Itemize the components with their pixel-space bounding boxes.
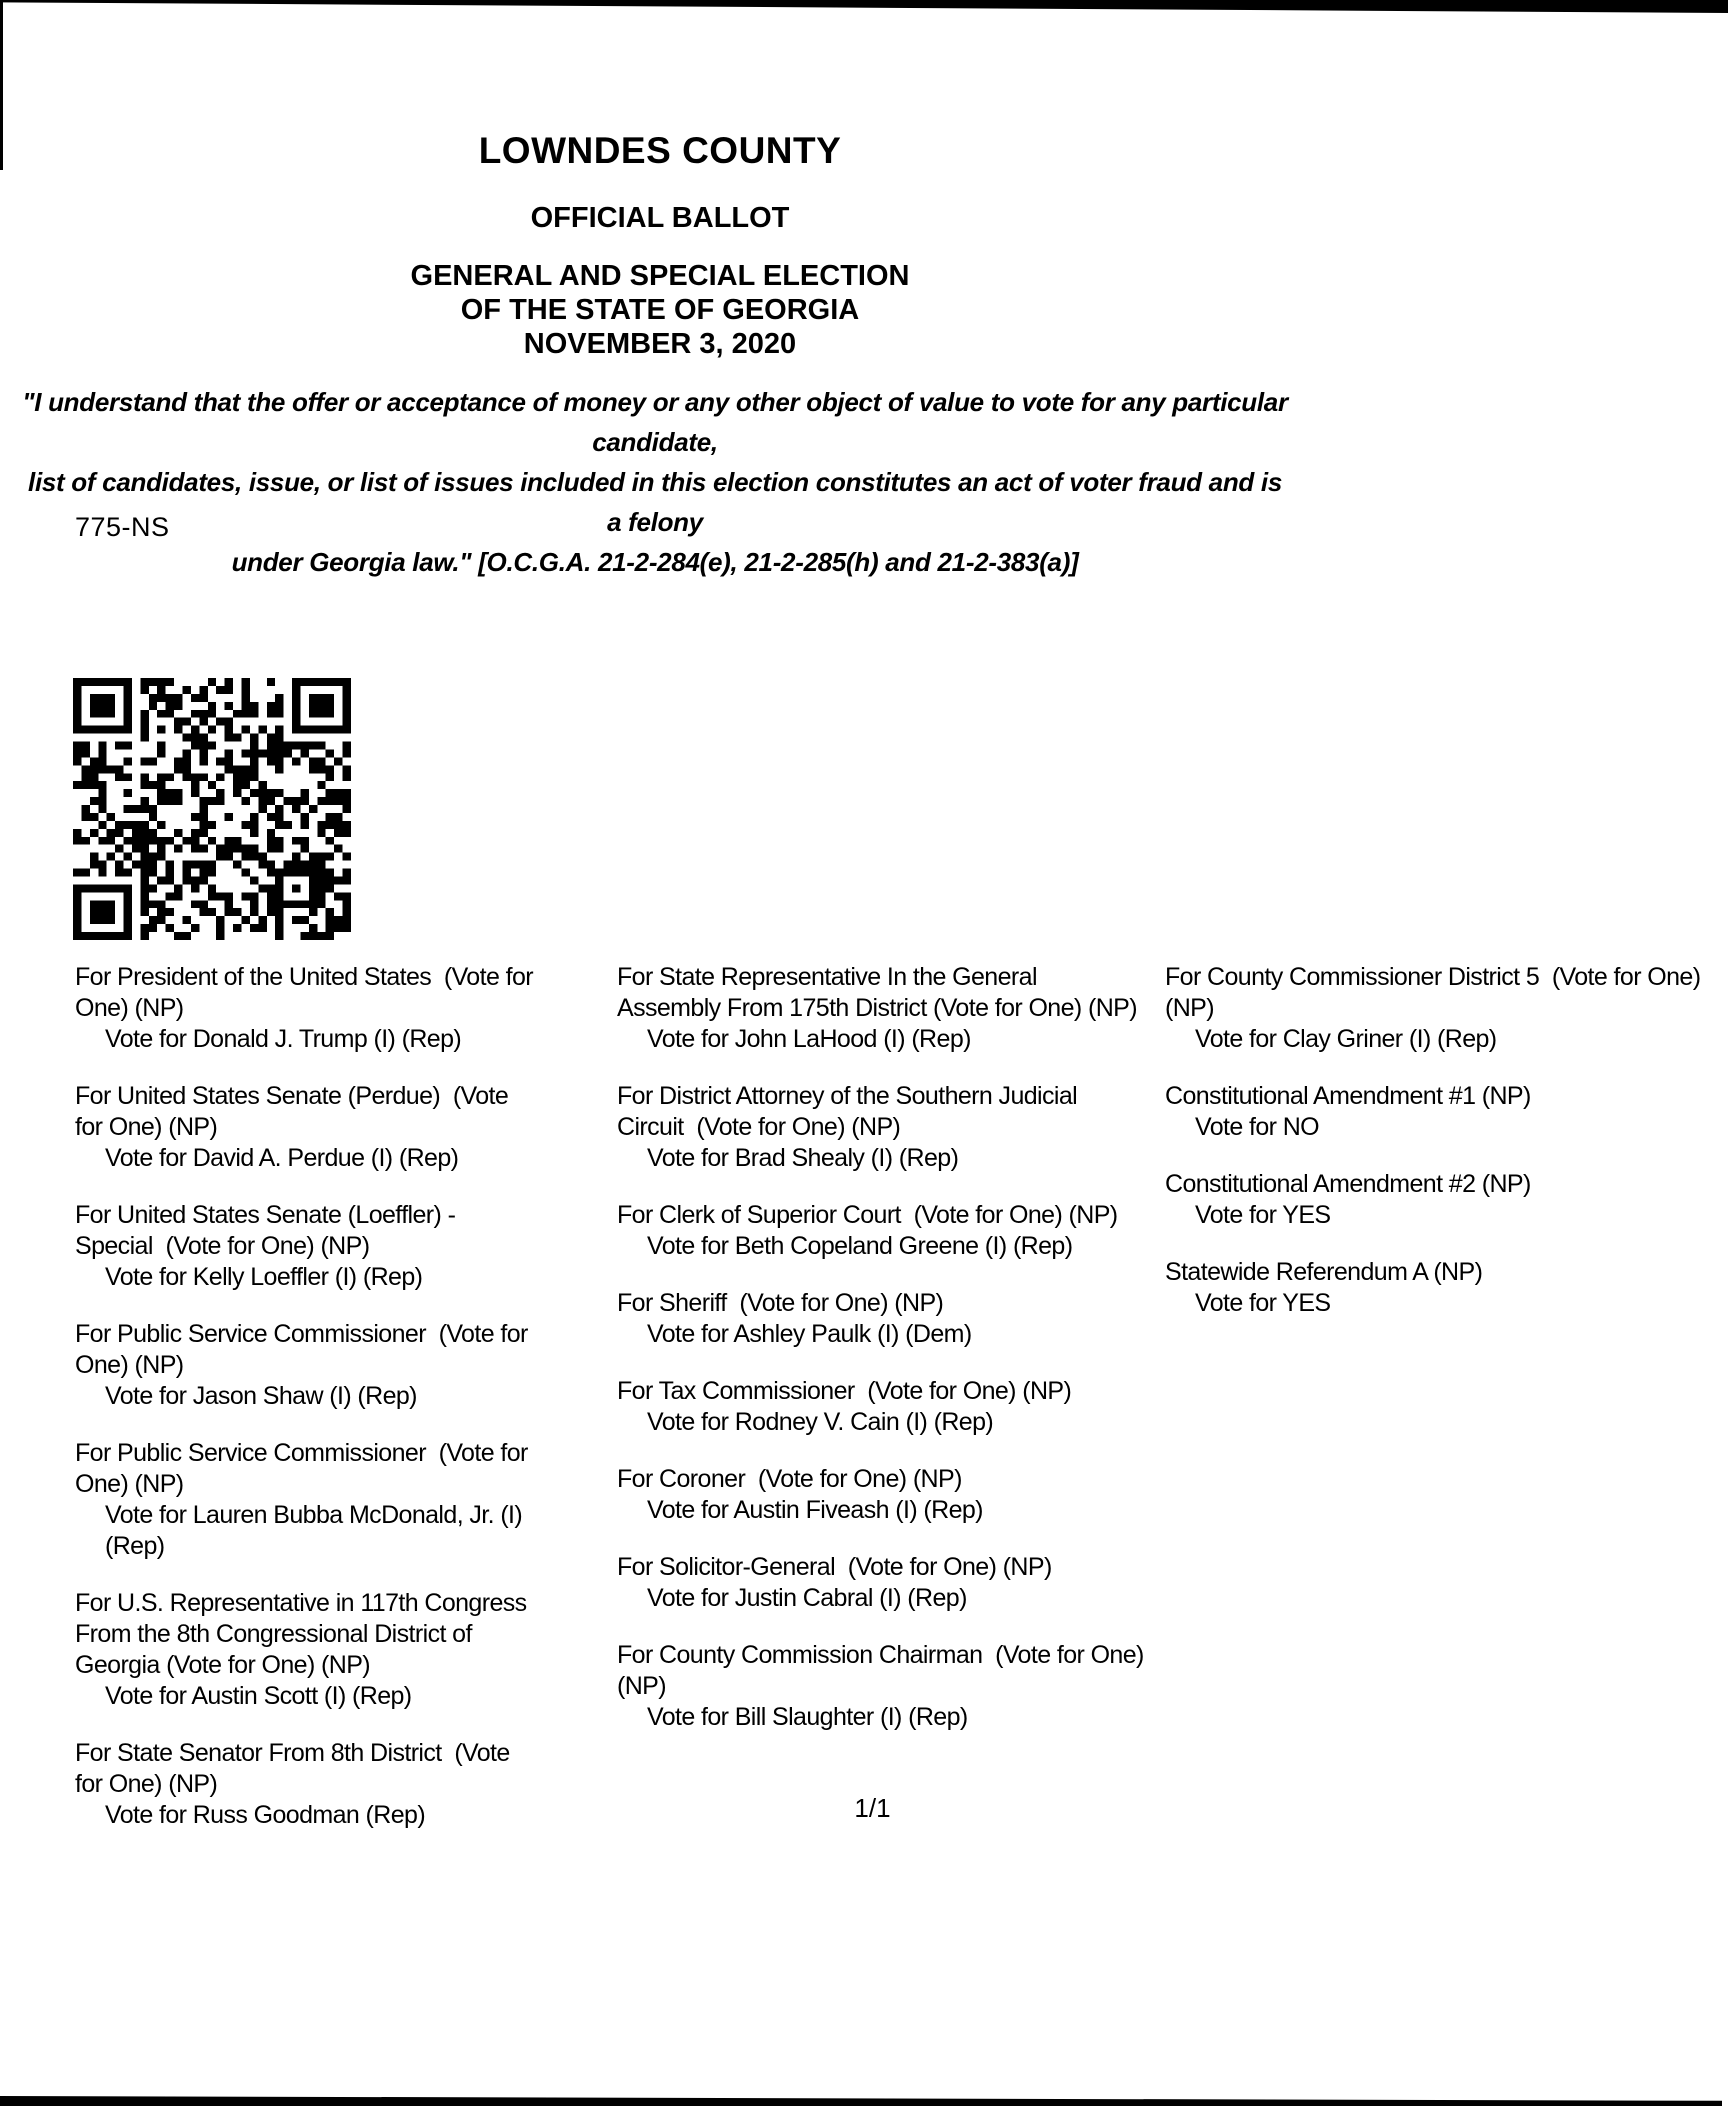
contest — [617, 1464, 1144, 1526]
contest — [75, 1438, 535, 1562]
scan-artifact-top — [0, 0, 1728, 13]
contest-title: For County Commissioner District 5 (Vote for One) (NP) — [1165, 963, 1707, 1022]
contest-title: Constitutional Amendment #2 (NP) — [1165, 1170, 1531, 1198]
contest-selection: Vote for Rodney V. Cain (I) (Rep) — [647, 1408, 994, 1436]
contest — [617, 1200, 1144, 1262]
contest — [617, 962, 1144, 1055]
contest-title: For County Commission Chairman (Vote for One) (NP) — [617, 1641, 1151, 1700]
county-title: LOWNDES COUNTY — [478, 130, 842, 171]
contest-title: For Clerk of Superior Court (Vote for One) (NP) — [617, 1201, 1118, 1229]
contest-selection: Vote for John LaHood (I) (Rep) — [647, 1025, 971, 1053]
contest-selection: Vote for YES — [1195, 1289, 1331, 1317]
ballot-header — [0, 130, 1320, 361]
contest — [1165, 1257, 1728, 1319]
contest-title: For Sheriff (Vote for One) (NP) — [617, 1289, 944, 1317]
contest-selection: Vote for NO — [1195, 1113, 1320, 1141]
scan-artifact-bottom — [0, 2096, 1722, 2106]
contest-title: For U.S. Representative in 117th Congress From the 8th Congressional District of Georgia (Vote for One) (NP) — [75, 1589, 533, 1679]
election-date: NOVEMBER 3, 2020 — [523, 328, 797, 360]
contest — [1165, 1081, 1728, 1143]
contest — [75, 1588, 535, 1712]
ballot-column-3 — [1165, 962, 1728, 1345]
ballot-column-1 — [75, 962, 540, 1857]
contest-title: Statewide Referendum A (NP) — [1165, 1258, 1483, 1286]
contest-title: For Coroner (Vote for One) (NP) — [617, 1465, 962, 1493]
fraud-disclaimer — [20, 382, 1290, 582]
ballot-type-title: OFFICIAL BALLOT — [530, 202, 790, 234]
contest-title: For Public Service Commissioner (Vote for One) (NP) — [75, 1439, 535, 1498]
contest-selection: Vote for Beth Copeland Greene (I) (Rep) — [647, 1232, 1073, 1260]
contest — [617, 1081, 1144, 1174]
contest-title: For Tax Commissioner (Vote for One) (NP) — [617, 1377, 1072, 1405]
fraud-disclaimer-line: under Georgia law." [O.C.G.A. 21-2-284(e), 21-2-285(h) and 21-2-383(a)] — [231, 547, 1079, 577]
contest — [75, 1200, 535, 1293]
contest-title: For President of the United States (Vote for One) (NP) — [75, 963, 540, 1022]
contest — [617, 1376, 1144, 1438]
fraud-disclaimer-line: list of candidates, issue, or list of issues included in this election constitutes an act of voter fraud and is a felony — [28, 467, 1282, 537]
contest-title: Constitutional Amendment #1 (NP) — [1165, 1082, 1531, 1110]
contest-title: For Public Service Commissioner (Vote for One) (NP) — [75, 1320, 535, 1379]
contest-title: For Solicitor-General (Vote for One) (NP) — [617, 1553, 1052, 1581]
contest-selection: Vote for Russ Goodman (Rep) — [105, 1801, 426, 1829]
contest — [75, 962, 540, 1055]
contest-selection: Vote for Lauren Bubba McDonald, Jr. (I) (Rep) — [105, 1501, 529, 1560]
contest — [1165, 1169, 1728, 1231]
contest-selection: Vote for Justin Cabral (I) (Rep) — [647, 1584, 967, 1612]
contest-selection: Vote for Brad Shealy (I) (Rep) — [647, 1144, 959, 1172]
contest — [617, 1640, 1151, 1733]
contest — [75, 1319, 535, 1412]
contest-title: For United States Senate (Loeffler) - Special (Vote for One) (NP) — [75, 1201, 462, 1260]
contest-selection: Vote for Bill Slaughter (I) (Rep) — [647, 1703, 968, 1731]
contest-selection: Vote for Jason Shaw (I) (Rep) — [105, 1382, 417, 1410]
election-title-line1: GENERAL AND SPECIAL ELECTION — [410, 260, 910, 292]
contest — [617, 1552, 1144, 1614]
ballot-column-2 — [617, 962, 1151, 1759]
contest-selection: Vote for Austin Fiveash (I) (Rep) — [647, 1496, 983, 1524]
contest-title: For State Representative In the General Assembly From 175th District (Vote for One) (NP) — [617, 963, 1137, 1022]
election-title-line2: OF THE STATE OF GEORGIA — [460, 294, 860, 326]
contest-selection: Vote for David A. Perdue (I) (Rep) — [105, 1144, 459, 1172]
contest-title: For United States Senate (Perdue) (Vote for One) (NP) — [75, 1082, 515, 1141]
contest-selection: Vote for Clay Griner (I) (Rep) — [1195, 1025, 1497, 1053]
contest-selection: Vote for Austin Scott (I) (Rep) — [105, 1682, 412, 1710]
contest-selection: Vote for Kelly Loeffler (I) (Rep) — [105, 1263, 423, 1291]
ballot-style-code: 775-NS — [75, 512, 170, 542]
contest-selection: Vote for YES — [1195, 1201, 1331, 1229]
contest — [75, 1081, 535, 1174]
contest — [617, 1288, 1144, 1350]
qr-code-icon — [73, 678, 351, 940]
page-number: 1/1 — [854, 1793, 891, 1823]
contest-title: For State Senator From 8th District (Vote for One) (NP) — [75, 1739, 517, 1798]
fraud-disclaimer-line: "I understand that the offer or acceptance of money or any other object of value to vote for any particular candidate, — [22, 387, 1288, 457]
contest-title: For District Attorney of the Southern Judicial Circuit (Vote for One) (NP) — [617, 1082, 1084, 1141]
contest-selection: Vote for Donald J. Trump (I) (Rep) — [105, 1025, 462, 1053]
contest — [1165, 962, 1728, 1055]
contest-selection: Vote for Ashley Paulk (I) (Dem) — [647, 1320, 972, 1348]
